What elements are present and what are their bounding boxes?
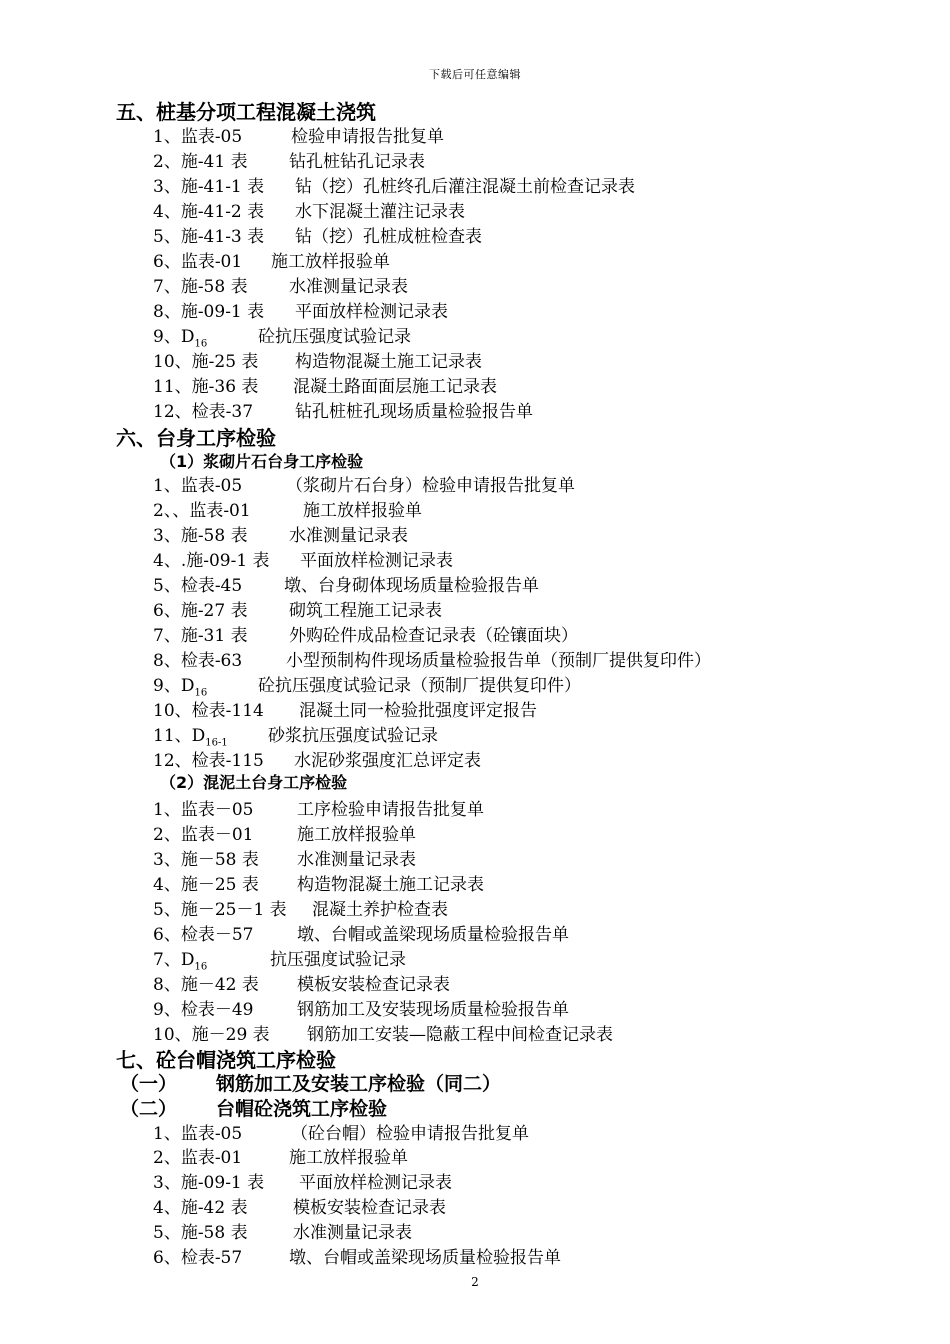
list-item: 9、$D_{16}$ 砼抗压强度试验记录（预制厂提供复印件） xyxy=(153,676,581,699)
list-item: 8、施－42 表 模板安装检查记录表 xyxy=(153,975,450,995)
subsection-heading: （1）浆砌片石台身工序检验 xyxy=(160,452,364,471)
list-item: 2、施-41 表 钻孔桩钻孔记录表 xyxy=(153,152,425,172)
page-number: 2 xyxy=(471,1275,479,1289)
list-item: 11、施-36 表 混凝土路面面层施工记录表 xyxy=(153,377,497,397)
list-item: 3、施-41-1 表 钻（挖）孔桩终孔后灌注混凝土前检查记录表 xyxy=(153,177,635,197)
list-item: 7、$D_{16}$ 抗压强度试验记录 xyxy=(153,950,406,973)
list-item: 6、检表－57 墩、台帽或盖梁现场质量检验报告单 xyxy=(153,925,569,945)
list-item: 11、$D_{16-1}$ 砂浆抗压强度试验记录 xyxy=(153,726,438,749)
list-item: 4、施-42 表 模板安装检查记录表 xyxy=(153,1198,446,1218)
list-item: 8、施-09-1 表 平面放样检测记录表 xyxy=(153,302,448,322)
list-item: 2、监表－01 施工放样报验单 xyxy=(153,825,416,845)
list-item: 4、.施-09-1 表 平面放样检测记录表 xyxy=(153,551,453,571)
subsection-heading: （2）混泥土台身工序检验 xyxy=(160,773,348,792)
section-heading: 七、砼台帽浇筑工序检验 xyxy=(116,1048,336,1072)
list-item: 10、施－29 表 钢筋加工安装—隐蔽工程中间检查记录表 xyxy=(153,1025,613,1045)
list-item: 3、施-58 表 水准测量记录表 xyxy=(153,526,408,546)
list-item: 6、监表-01 施工放样报验单 xyxy=(153,252,390,272)
list-item: 2、、监表-01 施工放样报验单 xyxy=(153,501,422,521)
subsection-heading: （一） 钢筋加工及安装工序检验（同二） xyxy=(120,1073,502,1095)
section-heading: 五、桩基分项工程混凝土浇筑 xyxy=(116,100,376,124)
list-item: 12、检表-115 水泥砂浆强度汇总评定表 xyxy=(153,751,481,771)
list-item: 4、施－25 表 构造物混凝土施工记录表 xyxy=(153,875,484,895)
list-item: 9、$D_{16}$ 砼抗压强度试验记录 xyxy=(153,327,411,350)
subsection-heading: （二） 台帽砼浇筑工序检验 xyxy=(120,1098,388,1120)
list-item: 12、检表-37 钻孔桩桩孔现场质量检验报告单 xyxy=(153,402,533,422)
list-item: 1、监表-05 （浆砌片石台身）检验申请报告批复单 xyxy=(153,476,575,496)
page-header: 下载后可任意编辑 xyxy=(429,68,521,81)
list-item: 10、检表-114 混凝土同一检验批强度评定报告 xyxy=(153,701,537,721)
list-item: 2、监表-01 施工放样报验单 xyxy=(153,1148,408,1168)
list-item: 7、施-31 表 外购砼件成品检查记录表（砼镶面块） xyxy=(153,626,578,646)
list-item: 7、施-58 表 水准测量记录表 xyxy=(153,277,408,297)
list-item: 6、施-27 表 砌筑工程施工记录表 xyxy=(153,601,442,621)
list-item: 5、施-58 表 水准测量记录表 xyxy=(153,1223,412,1243)
list-item: 3、施-09-1 表 平面放样检测记录表 xyxy=(153,1173,452,1193)
list-item: 9、检表－49 钢筋加工及安装现场质量检验报告单 xyxy=(153,1000,569,1020)
list-item: 1、监表－05 工序检验申请报告批复单 xyxy=(153,800,484,820)
list-item: 6、检表-57 墩、台帽或盖梁现场质量检验报告单 xyxy=(153,1248,561,1268)
list-item: 5、施－25－1 表 混凝土养护检查表 xyxy=(153,900,448,920)
list-item: 10、施-25 表 构造物混凝土施工记录表 xyxy=(153,352,482,372)
list-item: 5、检表-45 墩、台身砌体现场质量检验报告单 xyxy=(153,576,539,596)
section-heading: 六、台身工序检验 xyxy=(116,426,276,450)
list-item: 4、施-41-2 表 水下混凝土灌注记录表 xyxy=(153,202,465,222)
list-item: 1、监表-05 检验申请报告批复单 xyxy=(153,127,444,147)
list-item: 8、检表-63 小型预制构件现场质量检验报告单（预制厂提供复印件） xyxy=(153,651,711,671)
list-item: 1、监表-05 （砼台帽）检验申请报告批复单 xyxy=(153,1124,529,1144)
list-item: 3、施－58 表 水准测量记录表 xyxy=(153,850,416,870)
list-item: 5、施-41-3 表 钻（挖）孔桩成桩检查表 xyxy=(153,227,482,247)
